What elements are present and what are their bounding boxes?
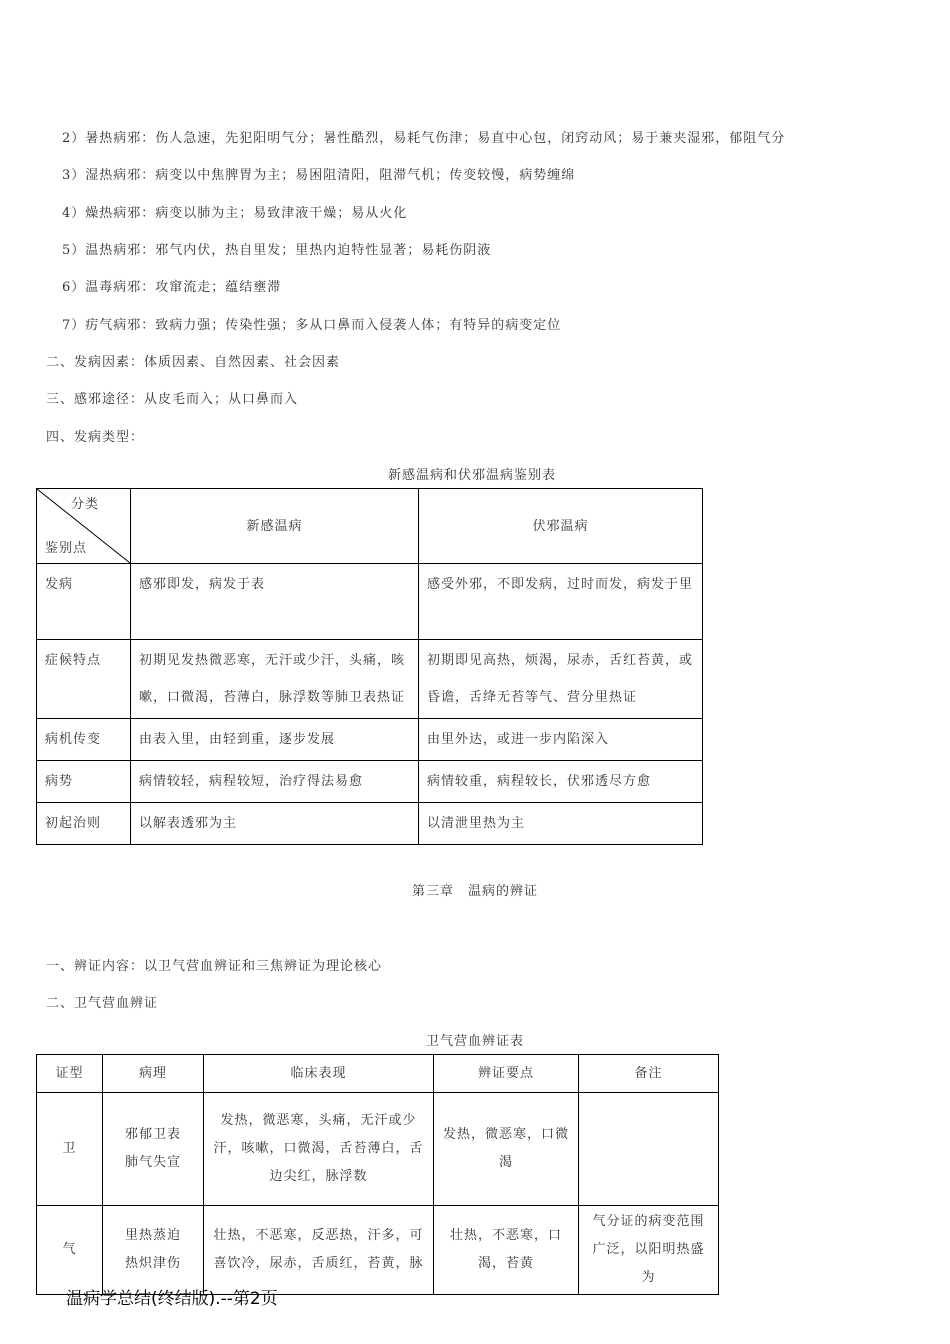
text-line: 四、发病类型：	[46, 430, 145, 445]
text-line: 二、卫气营血辨证	[46, 996, 159, 1011]
corner-top-label: 分类	[71, 497, 100, 512]
table-corner-cell	[37, 489, 131, 564]
table-cell: 初期见发热微恶寒，无汗或少汗，头痛，咳嗽，口微渴，苔薄白，脉浮数等肺卫表热证	[131, 640, 419, 719]
row-label: 症候特点	[37, 640, 131, 719]
text-line: 三、感邪途径：从皮毛而入；从口鼻而入	[46, 392, 299, 407]
table-cell: 病情较轻，病程较短，治疗得法易愈	[131, 761, 419, 803]
column-header: 临床表现	[204, 1055, 434, 1093]
table-cell: 邪郁卫表肺气失宣	[103, 1093, 204, 1206]
row-label: 初起治则	[37, 803, 131, 845]
table-cell: 病情较重，病程较长，伏邪透尽方愈	[419, 761, 703, 803]
table-caption: 卫气营血辨证表	[426, 1034, 525, 1049]
table-cell: 气分证的病变范围广泛，以阳明热盛为	[579, 1206, 719, 1295]
text-line: 2）暑热病邪：伤人急速，先犯阳明气分；暑性酷烈，易耗气伤津；易直中心包，闭窍动风；易于兼夹湿邪，郁阻气分	[62, 131, 786, 146]
row-label: 气	[37, 1206, 103, 1295]
syndrome-table	[36, 1054, 719, 1295]
row-label: 病机传变	[37, 719, 131, 761]
text-line: 4）燥热病邪：病变以肺为主；易致津液干燥；易从火化	[62, 206, 408, 221]
table-cell: 以清泄里热为主	[419, 803, 703, 845]
column-header: 辨证要点	[434, 1055, 579, 1093]
comparison-table	[36, 488, 703, 845]
table-cell: 感邪即发，病发于表	[131, 564, 419, 640]
text-line: 二、发病因素：体质因素、自然因素、社会因素	[46, 355, 341, 370]
table-cell	[579, 1093, 719, 1206]
table-cell: 发热，微恶寒，头痛，无汗或少汗，咳嗽，口微渴，舌苔薄白，舌边尖红，脉浮数	[204, 1093, 434, 1206]
chapter-title: 第三章 温病的辨证	[412, 884, 539, 899]
text-line: 一、辨证内容：以卫气营血辨证和三焦辨证为理论核心	[46, 959, 383, 974]
column-header: 备注	[579, 1055, 719, 1093]
row-label: 卫	[37, 1093, 103, 1206]
table-cell: 壮热，不恶寒，反恶热，汗多，可喜饮冷，尿赤，舌质红，苔黄，脉	[204, 1206, 434, 1295]
text-line: 5）温热病邪：邪气内伏，热自里发；里热内迫特性显著；易耗伤阴液	[62, 243, 492, 258]
page-footer: 温病学总结(终结版).--第2页	[66, 1289, 278, 1309]
table-cell: 感受外邪，不即发病，过时而发，病发于里	[419, 564, 703, 640]
column-header: 证型	[37, 1055, 103, 1093]
text-line: 7）疠气病邪：致病力强；传染性强；多从口鼻而入侵袭人体；有特异的病变定位	[62, 318, 562, 333]
table-cell: 壮热，不恶寒，口渴，苔黄	[434, 1206, 579, 1295]
column-header: 新感温病	[131, 489, 419, 564]
table-cell: 由表入里，由轻到重，逐步发展	[131, 719, 419, 761]
text-line: 3）湿热病邪：病变以中焦脾胃为主；易困阻清阳，阻滞气机；传变较慢，病势缠绵	[62, 168, 576, 183]
corner-bottom-label: 鉴别点	[45, 541, 88, 556]
table-cell: 由里外达，或进一步内陷深入	[419, 719, 703, 761]
table-cell: 初期即见高热，烦渴，尿赤，舌红苔黄，或昏谵，舌绛无苔等气、营分里热证	[419, 640, 703, 719]
table-cell: 里热蒸迫热炽津伤	[103, 1206, 204, 1295]
column-header: 病理	[103, 1055, 204, 1093]
table-caption: 新感温病和伏邪温病鉴别表	[388, 468, 557, 483]
row-label: 病势	[37, 761, 131, 803]
column-header: 伏邪温病	[419, 489, 703, 564]
table-cell: 发热，微恶寒，口微渴	[434, 1093, 579, 1206]
row-label: 发病	[37, 564, 131, 640]
text-line: 6）温毒病邪：攻窜流走；蕴结壅滞	[62, 280, 282, 295]
table-cell: 以解表透邪为主	[131, 803, 419, 845]
